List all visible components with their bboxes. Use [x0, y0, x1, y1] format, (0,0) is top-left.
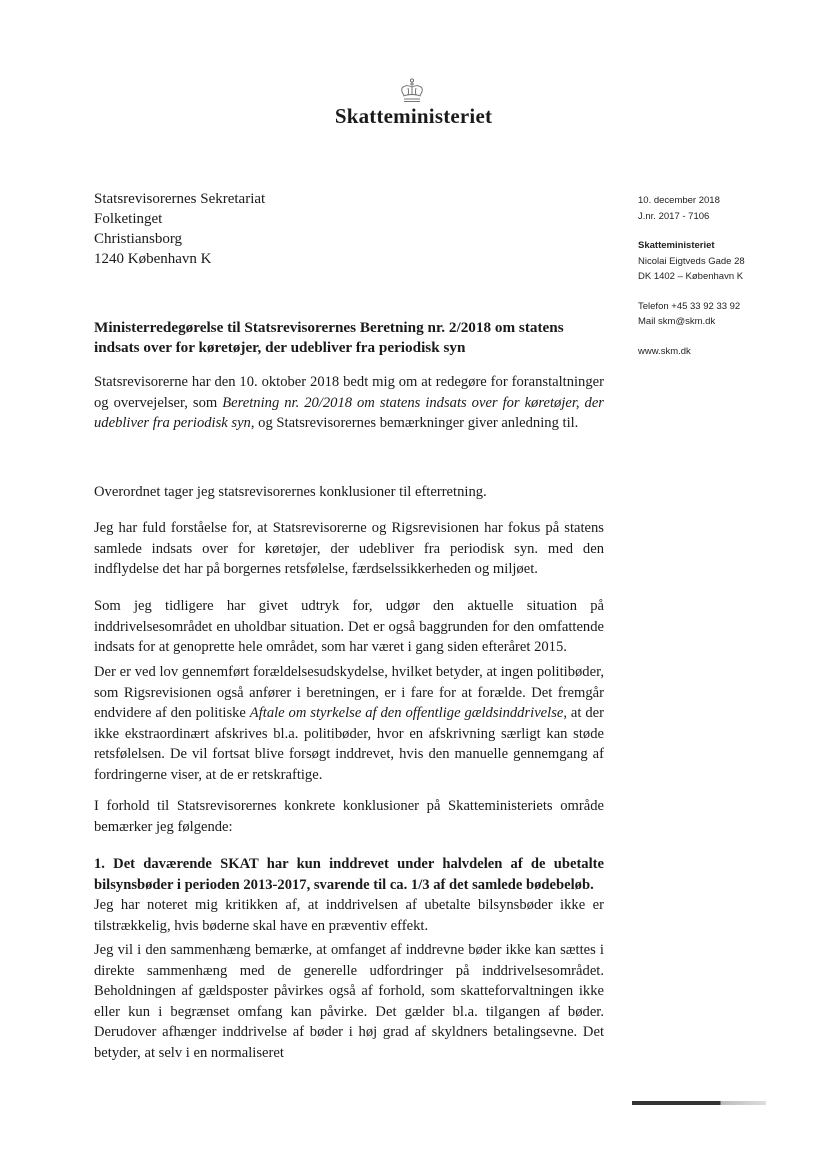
letter-date: 10. december 2018	[638, 195, 720, 206]
sender-street: Nicolai Eigtveds Gade 28	[638, 255, 745, 267]
agreement-title: Aftale om styrkelse af den offentlige gældsinddrivelse	[249, 705, 564, 721]
sender-phone: Telefon +45 33 92 33 92	[638, 300, 741, 312]
recipient-address	[94, 189, 265, 269]
footer-bar	[632, 1101, 766, 1105]
ministry-name: Skatteministeriet	[334, 104, 493, 128]
conclusion-heading: 1. Det daværende SKAT har kun inddrevet under halvdelen af de ubetalte bilsynsbøder i perioden 2013-2017, svarende til ca. 1/3 af det samlede bødebeløb.	[94, 856, 604, 893]
recipient-line: Christiansborg	[94, 231, 183, 247]
sender-mail: Mail skm@skm.dk	[638, 316, 716, 327]
paragraph: I forhold til Statsrevisorernes konkrete konklusioner på Skatteministeriets område bemærker jeg følgende:	[94, 798, 604, 835]
sender-info	[638, 193, 745, 359]
recipient-line: Folketinget	[94, 211, 163, 227]
conclusion-section	[94, 854, 604, 936]
journal-number: J.nr. 2017 - 7106	[638, 210, 710, 222]
sender-org: Skatteministeriet	[638, 240, 715, 251]
letter-subject: Ministerredegørelse til Statsrevisorernes Beretning nr. 2/2018 om statens indsats over for køretøjer, der udebliver fra periodisk syn	[94, 319, 564, 356]
paragraph: Jeg vil i den sammenhæng bemærke, at omfanget af inddrevne bøder ikke kan sættes i direkte sammenhæng med de generelle udfordringer på inddrivelsesområdet. Beholdningen af gældsposter påvirkes også af forhold, som skatteforvaltningen ikke eller kun i begrænset omfang kan påvirke. Det gælder bl.a. tilgangen af bøder. Derudover afhænger inddrivelse af bøder i høj grad af skyldners betalingsevne. Det betyder, at selv i en normaliseret	[94, 942, 604, 1061]
report-title: Beretning nr. 20/2018 om statens indsats over for køretøjer, der udebliver fra periodisk syn	[94, 394, 604, 431]
paragraph: Statsrevisorerne har den 10. oktober 2018 bedt mig om at redegøre for foranstaltninger og overvejelser, som Beretning nr. 20/2018 om statens indsats over for køretøjer, der udebliver fra periodisk syn, og Statsrevisorernes bemærkninger giver anledning til.	[94, 374, 604, 431]
recipient-line: Statsrevisorernes Sekretariat	[94, 191, 266, 207]
recipient-line: 1240 København K	[94, 251, 212, 267]
sender-city: DK 1402 – København K	[638, 271, 744, 282]
paragraph: Jeg har noteret mig kritikken af, at inddrivelsen af ubetalte bilsynsbøder ikke er tilstrækkelig, hvis bøderne skal have en præventiv effekt.	[94, 897, 604, 934]
crown-icon	[397, 78, 427, 104]
paragraph: Jeg har fuld forståelse for, at Statsrevisorerne og Rigsrevisionen har fokus på statens samlede indsats over for køretøjer, der udebliver fra periodisk syn. med den indflydelse det har på borgernes retsfølelse, færdselssikkerheden og miljøet.	[94, 520, 604, 577]
paragraph: Overordnet tager jeg statsrevisorernes konklusioner til efterretning.	[94, 484, 487, 500]
paragraph: Som jeg tidligere har givet udtryk for, udgør den aktuelle situation på inddrivelsesområdet en uholdbar situation. Det er også baggrunden for den omfattende indsats for at genoprette hele området, som har været i gang siden efteråret 2015.	[94, 598, 604, 655]
paragraph: Der er ved lov gennemført forældelsesudskydelse, hvilket betyder, at ingen politibøder, som Rigsrevisionen også anfører i beretningen, er i fare for at forælde. Det fremgår endvidere af den politiske Aftale om styrkelse af den offentlige gældsinddrivelse, at der ikke ekstraordinært afskrives bl.a. politibøder, hvor en afskrivning særligt kan støde retsfølelsen. De vil fortsat blive forsøgt inddrevet, hvis den manuelle gennemgang af fordringerne viser, at de er retskraftige.	[94, 664, 604, 783]
sender-web: www.skm.dk	[638, 345, 691, 357]
